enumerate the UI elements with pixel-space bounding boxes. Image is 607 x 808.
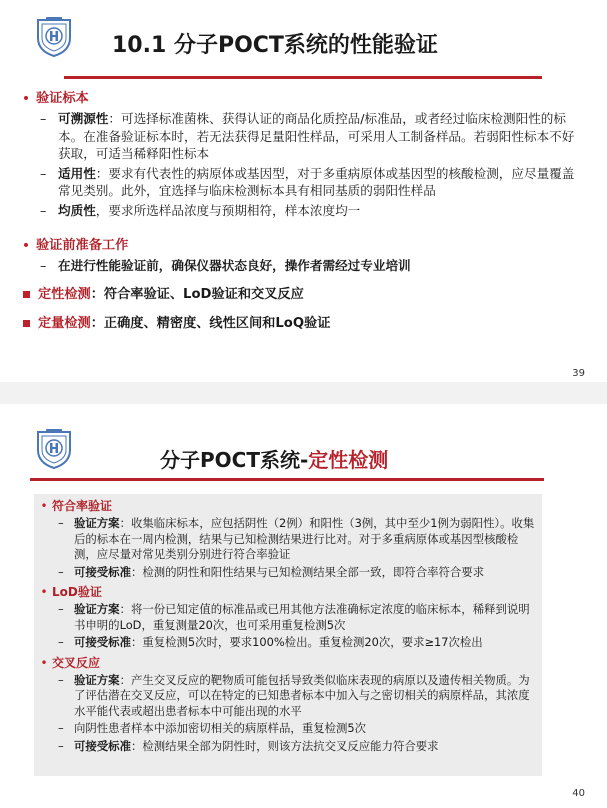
list-item: – 可溯源性：可选择标准菌株、获得认证的商品化质控品/标准品，或者经过临床检测阳性的标本。在准备验证标本时，若无法获得足量阳性样品，可采用人工制备样品。若弱阳性标本不好获取，可适当稀释阳性标本	[40, 111, 575, 161]
section-heading: • 交叉反应	[36, 655, 536, 671]
title-divider	[30, 478, 544, 481]
hospital-logo	[34, 14, 74, 58]
section-heading: • 符合率验证	[36, 498, 536, 514]
title-divider	[64, 76, 542, 79]
slide-39	[0, 0, 607, 382]
page-number: 39	[572, 368, 585, 379]
bullet-icon: •	[40, 655, 48, 670]
square-item: 定量检测：正确度、精密度、线性区间和LoQ验证	[16, 315, 576, 333]
list-item: – 在进行性能验证前，确保仪器状态良好，操作者需经过专业培训	[40, 258, 411, 273]
list-item: – 向阴性患者样本中添加密切相关的病原样品，重复检测5次	[58, 721, 367, 735]
section-heading: • LoD验证	[36, 584, 536, 600]
list-item: – 可接受标准：检测结果全部为阴性时，则该方法抗交叉反应能力符合要求	[58, 738, 439, 753]
section-heading: • 验证标本	[16, 90, 576, 108]
slide-content	[34, 494, 542, 776]
list-item: – 可接受标准：检测的阴性和阳性结果与已知检测结果全部一致，即符合率符合要求	[58, 564, 485, 579]
square-bullet-icon	[23, 320, 30, 327]
list-item: – 适用性：要求有代表性的病原体或基因型，对于多重病原体或基因型的核酸检测，应尽量覆盖常见类别。此外，宜选择与临床检测标本具有相同基质的弱阳性样品	[40, 165, 575, 198]
list-item: – 验证方案：将一份已知定值的标准品或已用其他方法准确标定浓度的临床标本，稀释到说明书申明的LoD，重复测量20次，也可采用重复检测5次	[58, 602, 530, 632]
slide-title: 分子POCT系统-定性检测	[160, 448, 389, 472]
bullet-icon: •	[21, 91, 31, 107]
section-heading: • 验证前准备工作	[16, 237, 576, 255]
bullet-icon: •	[40, 585, 48, 599]
list-item: – 验证方案：收集临床标本，应包括阴性（2例）和阳性（3例，其中至少1例为弱阳性）。收集后的标本在一周内检测，结果与已知检测结果进行比对。对于多重病原体或基因型核酸检测，应尽量对常见类别分别进行符合率验证	[58, 516, 535, 561]
slide-separator	[0, 382, 607, 404]
bullet-icon: •	[21, 238, 31, 254]
list-item: – 验证方案：产生交叉反应的靶物质可能包括导致类似临床表现的病原以及遗传相关物质。为了评估潜在交叉反应，可以在特定的已知患者标本中加入与之密切相关的病原样品，其浓度水平能代表或超出患者标本中可能出现的水平	[58, 672, 530, 718]
hospital-logo	[34, 426, 74, 470]
square-bullet-icon	[23, 291, 30, 298]
list-item: – 均质性，要求所选样品浓度与预期相符，样本浓度均一	[40, 202, 361, 218]
bullet-icon: •	[40, 499, 48, 513]
slide-title: 10.1 分子POCT系统的性能验证	[112, 33, 438, 58]
page-number: 40	[572, 788, 585, 799]
square-item: 定性检测：符合率验证、LoD验证和交叉反应	[16, 286, 576, 304]
slide-content	[16, 88, 576, 333]
list-item: – 可接受标准：重复检测5次时，要求100%检出。重复检测20次，要求≥17次检出	[58, 635, 483, 649]
